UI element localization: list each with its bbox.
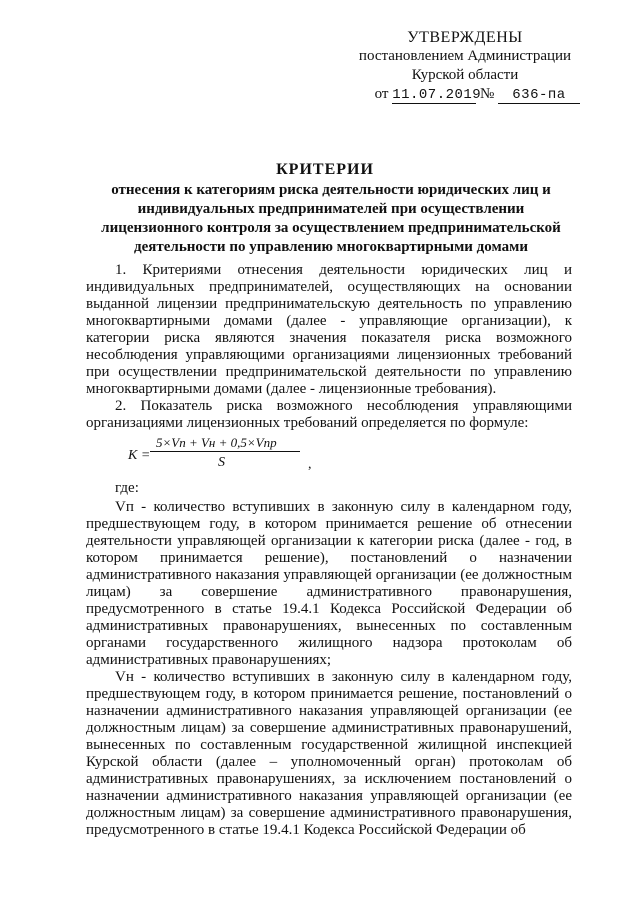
approval-date: 11.07.2019 bbox=[392, 87, 482, 103]
number-label: № bbox=[479, 86, 495, 102]
approval-date-line bbox=[340, 85, 590, 104]
definition-vn: Vн - количество вступивших в законную силу в календарном году, предшествующем году, в котором принимается решение, постановлений о назначении административного наказания управляющей организации (ее должностным лицам) за совершение административных правонарушений, вынесенных по составленным государственной жилищной инспекцией Курской области (далее – уполномоченный орган) протоколам об административных правонарушениях, за исключением постановлений о назначении административного наказания управляющей организации (ее должностным лицам) за совершение административного правонарушения, предусмотренного в статье 19.4.1 Кодекса Российской Федерации об bbox=[86, 669, 572, 838]
fraction-bar bbox=[150, 451, 300, 452]
approval-stamp bbox=[340, 28, 590, 104]
risk-formula bbox=[128, 434, 572, 476]
approval-number: 636-па bbox=[498, 87, 580, 104]
formula-denominator: S bbox=[218, 455, 225, 470]
definition-vp: Vп - количество вступивших в законную силу в календарном году, предшествующем году, в котором принимается решение об отнесении деятельности управляющей организации к категории риска (далее - год, в котором принимается решение), постановлений о назначении административного наказания управляющей организации (ее должностным лицам) за совершение административного правонарушения, предусмотренного в статье 19.4.1 Кодекса Российской Федерации об административных правонарушениях, вынесенных по составленным органами государственного жилищного надзора протоколам об административных правонарушениях; bbox=[86, 499, 572, 668]
title-heading: КРИТЕРИИ bbox=[276, 161, 374, 178]
paragraph-1: 1. Критериями отнесения деятельности юридических лиц и индивидуальных предпринимателей, осуществляющих на основании выданной лицензии предпринимательскую деятельность по управлению многоквартирными домами (далее - управляющие организации), к категории риска являются значения показателя риска возможного несоблюдения управляющими организациями лицензионных требований при осуществлении предпринимательской деятельности по управлению многоквартирными домами (далее - лицензионные требования). bbox=[86, 262, 572, 397]
where-label: где: bbox=[115, 480, 139, 496]
formula-comma: , bbox=[308, 457, 312, 472]
document-body bbox=[86, 262, 572, 839]
from-label: от bbox=[374, 86, 389, 102]
approval-region-line: Курской области bbox=[411, 67, 519, 83]
approval-heading: УТВЕРЖДЕНЫ bbox=[407, 29, 523, 46]
title-subtitle: отнесения к категориям риска деятельности юридических лиц и индивидуальных предпринимателей при осуществлении лицензионного контроля за осуществлением предпринимательской деятельности по управлению многоквартирными домами bbox=[101, 182, 561, 255]
paragraph-2: 2. Показатель риска возможного несоблюдения управляющими организациями лицензионных требований определяется по формуле: bbox=[86, 398, 572, 431]
approval-resolution-line: постановлением Администрации bbox=[358, 48, 572, 64]
formula-lhs: K = bbox=[128, 448, 151, 463]
document-title bbox=[80, 160, 570, 257]
formula-numerator: 5×Vп + Vн + 0,5×Vпр bbox=[156, 435, 277, 450]
